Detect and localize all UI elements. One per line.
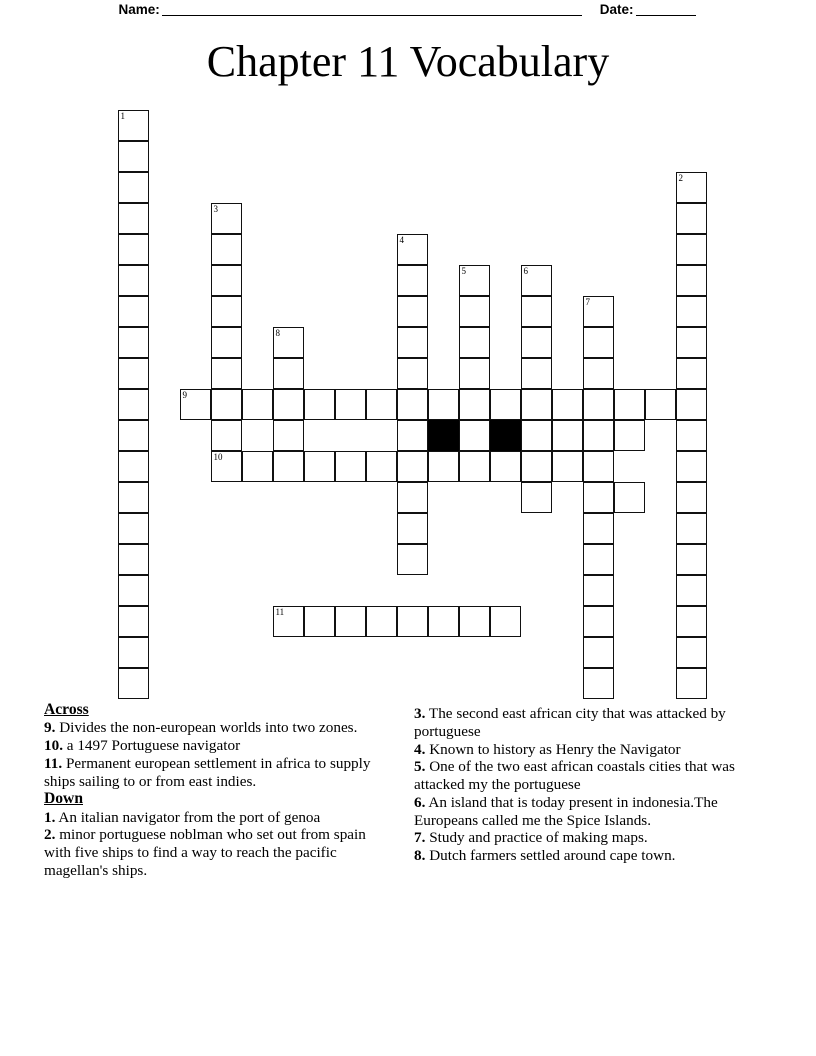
grid-cell[interactable] [521, 482, 552, 513]
clue-number: 3. [414, 705, 426, 722]
grid-cell[interactable] [118, 296, 149, 327]
grid-cell[interactable] [676, 234, 707, 265]
grid-cell[interactable] [521, 265, 552, 296]
grid-cell[interactable] [366, 389, 397, 420]
grid-cell[interactable] [676, 358, 707, 389]
grid-cell[interactable] [676, 668, 707, 699]
clues-container [44, 701, 774, 880]
grid-cell[interactable] [552, 389, 583, 420]
clue-text: Divides the non-european worlds into two zones. [55, 719, 358, 737]
grid-cell[interactable] [459, 358, 490, 389]
grid-cell[interactable] [459, 451, 490, 482]
grid-cell[interactable] [211, 451, 242, 482]
across-clue-10 [44, 737, 394, 755]
grid-cell[interactable] [614, 482, 645, 513]
grid-cell[interactable] [118, 358, 149, 389]
clue-text: Known to history as Henry the Navigator [425, 740, 681, 758]
grid-cell[interactable] [211, 203, 242, 234]
grid-cell[interactable] [242, 389, 273, 420]
down-clue-1 [44, 809, 394, 827]
clue-number: 7. [414, 829, 426, 847]
grid-cell[interactable] [397, 296, 428, 327]
down-clue-5 [414, 758, 764, 794]
clue-text: Dutch farmers settled around cape town. [425, 847, 676, 865]
grid-cell[interactable] [304, 451, 335, 482]
down-clue-list-right [414, 705, 764, 865]
clue-text: The second east african city that was attacked by portuguese [414, 705, 726, 740]
grid-cell-number: 11 [275, 607, 285, 617]
grid-cell[interactable] [118, 575, 149, 606]
clue-number: 8. [414, 847, 426, 865]
grid-cell-number: 10 [213, 452, 223, 462]
grid-cell[interactable] [552, 420, 583, 451]
grid-cell[interactable] [583, 575, 614, 606]
grid-cell-number: 2 [678, 173, 683, 183]
grid-cell[interactable] [583, 327, 614, 358]
grid-cell[interactable] [304, 606, 335, 637]
grid-cell-blocked [428, 420, 459, 451]
grid-cell[interactable] [490, 451, 521, 482]
grid-cell[interactable] [583, 296, 614, 327]
grid-cell[interactable] [521, 296, 552, 327]
page-title: Chapter 11 Vocabulary [206, 37, 610, 86]
grid-cell[interactable] [583, 513, 614, 544]
across-clue-list [44, 719, 394, 790]
grid-cell[interactable] [397, 513, 428, 544]
across-clue-11 [44, 755, 394, 791]
grid-cell[interactable] [211, 327, 242, 358]
grid-cell[interactable] [676, 451, 707, 482]
grid-cell[interactable] [118, 265, 149, 296]
grid-cell[interactable] [335, 389, 366, 420]
grid-cell[interactable] [676, 637, 707, 668]
clue-text: An italian navigator from the port of genoa [55, 808, 321, 826]
grid-cell[interactable] [118, 327, 149, 358]
grid-cell[interactable] [118, 234, 149, 265]
grid-cell[interactable] [397, 358, 428, 389]
down-clue-3 [414, 705, 764, 741]
grid-cell[interactable] [428, 389, 459, 420]
down-clue-2 [44, 826, 394, 879]
grid-cell[interactable] [583, 420, 614, 451]
grid-cell[interactable] [676, 575, 707, 606]
clue-number: 2. [44, 826, 56, 844]
grid-cell[interactable] [118, 451, 149, 482]
grid-cell-blocked [490, 420, 521, 451]
grid-cell[interactable] [676, 482, 707, 513]
clue-number: 5. [414, 758, 426, 776]
grid-cell[interactable] [552, 451, 583, 482]
grid-cell[interactable] [118, 482, 149, 513]
grid-cell[interactable] [490, 389, 521, 420]
grid-cell[interactable] [397, 234, 428, 265]
grid-cell[interactable] [583, 637, 614, 668]
grid-cell[interactable] [397, 327, 428, 358]
grid-cell[interactable] [676, 544, 707, 575]
grid-cell[interactable] [118, 513, 149, 544]
grid-cell[interactable] [614, 389, 645, 420]
clue-text: minor portuguese noblman who set out from spain with five ships to find a way to reach the pacific magellan's ships. [44, 826, 366, 879]
grid-cell[interactable] [459, 265, 490, 296]
grid-cell[interactable] [459, 420, 490, 451]
grid-cell[interactable] [118, 141, 149, 172]
grid-cell-number: 3 [213, 204, 218, 214]
grid-cell[interactable] [521, 358, 552, 389]
grid-cell[interactable] [335, 606, 366, 637]
grid-cell[interactable] [366, 451, 397, 482]
grid-cell[interactable] [459, 327, 490, 358]
grid-cell-number: 1 [120, 111, 125, 121]
grid-cell[interactable] [676, 327, 707, 358]
grid-cell[interactable] [676, 606, 707, 637]
grid-cell[interactable] [118, 172, 149, 203]
grid-cell[interactable] [583, 482, 614, 513]
grid-cell[interactable] [242, 451, 273, 482]
clues-column-left [44, 701, 394, 880]
grid-cell[interactable] [459, 606, 490, 637]
grid-cell-number: 4 [399, 235, 404, 245]
grid-cell[interactable] [428, 451, 459, 482]
name-label: Name: [118, 2, 160, 17]
grid-cell-number: 7 [585, 297, 590, 307]
grid-cell-number: 8 [275, 328, 280, 338]
grid-cell[interactable] [459, 296, 490, 327]
clue-number: 4. [414, 740, 426, 758]
grid-cell[interactable] [118, 668, 149, 699]
grid-cell[interactable] [583, 389, 614, 420]
grid-cell[interactable] [211, 265, 242, 296]
grid-cell[interactable] [273, 606, 304, 637]
down-clue-4 [414, 741, 764, 759]
down-clue-7 [414, 829, 764, 847]
grid-cell[interactable] [583, 668, 614, 699]
grid-cell[interactable] [676, 389, 707, 420]
across-heading: Across [44, 701, 89, 718]
grid-cell[interactable] [273, 420, 304, 451]
grid-cell[interactable] [676, 265, 707, 296]
clue-number: 10. [44, 737, 63, 755]
grid-cell[interactable] [118, 420, 149, 451]
grid-cell-number: 6 [523, 266, 528, 276]
grid-cell[interactable] [118, 110, 149, 141]
grid-cell[interactable] [273, 358, 304, 389]
grid-cell[interactable] [583, 451, 614, 482]
grid-cell-number: 5 [461, 266, 466, 276]
clue-number: 6. [414, 793, 426, 811]
clue-text: Study and practice of making maps. [425, 829, 648, 847]
clue-text: One of the two east african coastals cities that was attacked my the portuguese [414, 758, 735, 794]
grid-cell[interactable] [676, 420, 707, 451]
clue-number: 1. [44, 808, 56, 826]
clue-text: Permanent european settlement in africa to supply ships sailing to or from east indies. [44, 754, 371, 790]
clues-column-right [414, 701, 764, 880]
grid-cell[interactable] [676, 296, 707, 327]
grid-cell[interactable] [397, 420, 428, 451]
grid-cell[interactable] [614, 420, 645, 451]
grid-cell[interactable] [397, 265, 428, 296]
clue-text: An island that is today present in indonesia.The Europeans called me the Spice Islands. [414, 793, 718, 829]
grid-cell[interactable] [397, 544, 428, 575]
grid-cell[interactable] [428, 606, 459, 637]
grid-cell[interactable] [211, 296, 242, 327]
grid-cell[interactable] [397, 451, 428, 482]
grid-cell[interactable] [211, 389, 242, 420]
grid-cell[interactable] [583, 606, 614, 637]
grid-cell[interactable] [397, 389, 428, 420]
grid-cell[interactable] [118, 389, 149, 420]
grid-cell[interactable] [459, 389, 490, 420]
grid-cell[interactable] [521, 420, 552, 451]
grid-cell[interactable] [180, 389, 211, 420]
grid-cell-number: 9 [182, 390, 187, 400]
grid-cell[interactable] [366, 606, 397, 637]
grid-cell[interactable] [118, 203, 149, 234]
grid-cell[interactable] [645, 389, 676, 420]
grid-cell[interactable] [335, 451, 366, 482]
grid-cell[interactable] [583, 358, 614, 389]
grid-cell[interactable] [490, 606, 521, 637]
grid-cell[interactable] [304, 389, 335, 420]
grid-cell[interactable] [273, 389, 304, 420]
down-clue-8 [414, 847, 764, 865]
clue-number: 11. [44, 754, 63, 772]
grid-cell[interactable] [211, 234, 242, 265]
grid-cell[interactable] [118, 606, 149, 637]
grid-cell[interactable] [273, 451, 304, 482]
grid-cell[interactable] [521, 327, 552, 358]
grid-cell[interactable] [397, 606, 428, 637]
grid-cell[interactable] [676, 172, 707, 203]
grid-cell[interactable] [521, 451, 552, 482]
date-label: Date: [599, 2, 634, 17]
down-clue-6 [414, 794, 764, 830]
grid-cell[interactable] [273, 327, 304, 358]
grid-cell[interactable] [676, 203, 707, 234]
down-clue-list-left [44, 809, 394, 880]
grid-cell[interactable] [521, 389, 552, 420]
clue-number: 9. [44, 719, 56, 737]
down-heading: Down [44, 790, 83, 808]
across-clue-9 [44, 719, 394, 737]
grid-cell[interactable] [118, 637, 149, 668]
grid-cell[interactable] [211, 420, 242, 451]
grid-cell[interactable] [118, 544, 149, 575]
clue-text: a 1497 Portuguese navigator [62, 737, 241, 755]
grid-cell[interactable] [211, 358, 242, 389]
grid-cell[interactable] [676, 513, 707, 544]
grid-cell[interactable] [583, 544, 614, 575]
grid-cell[interactable] [397, 482, 428, 513]
